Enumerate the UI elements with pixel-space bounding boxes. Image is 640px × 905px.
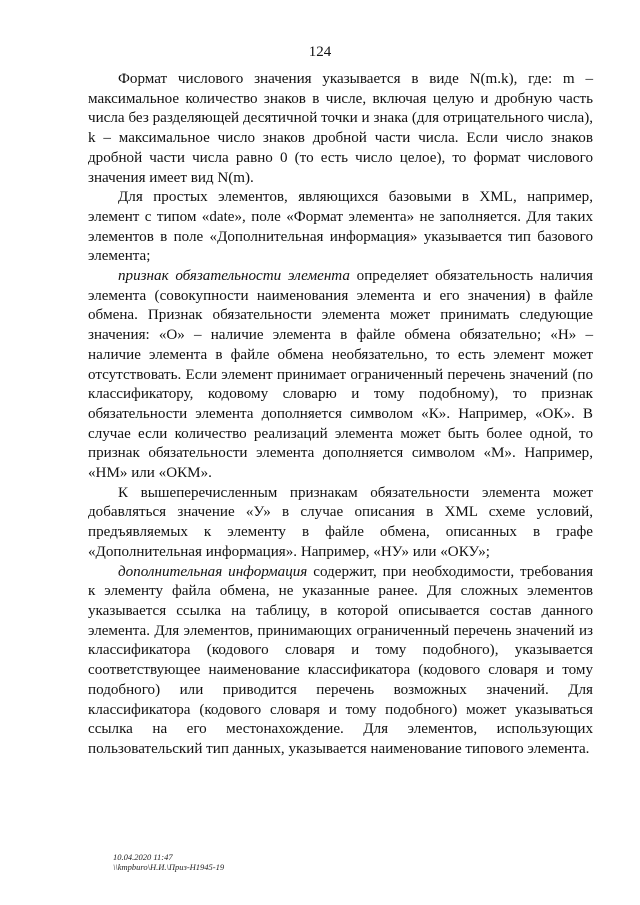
paragraph-condition-flag	[88, 484, 593, 563]
paragraph-additional-info	[88, 563, 593, 760]
paragraph-lead-italic: дополнительная информация	[118, 563, 308, 580]
footer-date: 10.04.2020 11:47	[113, 852, 173, 862]
document-footer	[113, 852, 224, 872]
page-number: 124	[308, 44, 332, 60]
paragraph-number-format	[88, 70, 593, 188]
footer-file-path: \\kmpburo\Н.И.\Приз-Н1945-19	[113, 862, 225, 872]
paragraph-text: К вышеперечисленным признакам обязательности элемента может добавляться значение «У» в случае описания в XML схеме условий, предъявляемых к элементу в файле обмена, описанных в графе «Дополнительная информация». Например, «НУ» или «ОКУ»;	[88, 484, 593, 560]
paragraph-text: определяет обязательность наличия элемента (совокупности наименования элемента и его значения) в файле обмена. Признак обязательности элемента может принимать следующие значения: «О» – наличие элемента в файле обмена обязательно; «Н» – наличие элемента в файле обмена необязательно, то есть элемент может отсутствовать. Если элемент принимает ограниченный перечень значений (по классификатору, кодовому словарю и тому подобному), то признак обязательности элемента дополняется символом «К». Например, «ОК». В случае если количество реализаций элемента может быть более одной, то признак обязательности элемента дополняется символом «М». Например, «НМ» или «ОКМ».	[88, 268, 593, 482]
document-body	[88, 70, 593, 760]
paragraph-lead-italic: признак обязательности элемента	[118, 268, 350, 285]
paragraph-text: содержит, при необходимости, требования к элементу файла обмена, не указанные ранее. Для сложных элементов указывается ссылка на таблицу, в которой описывается состав данного элемента. Для элементов, принимающих ограниченный перечень значений из классификатора (кодового словаря и тому подобного), указывается соответствующее наименование классификатора (кодового словаря и тому подобного) или приводится перечень возможных значений. Для классификатора (кодового словаря и тому подобного) может указываться ссылка на его местонахождение. Для элементов, использующих пользовательский тип данных, указывается наименование типового элемента.	[88, 563, 594, 757]
paragraph-obligation-attribute	[88, 267, 593, 484]
paragraph-text: Формат числового значения указывается в виде N(m.k), где: m – максимальное количество знаков в числе, включая целую и дробную часть числа без разделяющей десятичной точки и знака (для отрицательного числа), k – максимальное число знаков дробной части числа. Если число знаков дробной части числа равно 0 (то есть число целое), то формат числового значения имеет вид N(m).	[88, 71, 593, 186]
paragraph-simple-elements	[88, 188, 593, 267]
paragraph-text: Для простых элементов, являющихся базовыми в XML, например, элемент с типом «date», поле «Формат элемента» не заполняется. Для таких элементов в поле «Дополнительная информация» указывается тип базового элемента;	[88, 189, 593, 265]
